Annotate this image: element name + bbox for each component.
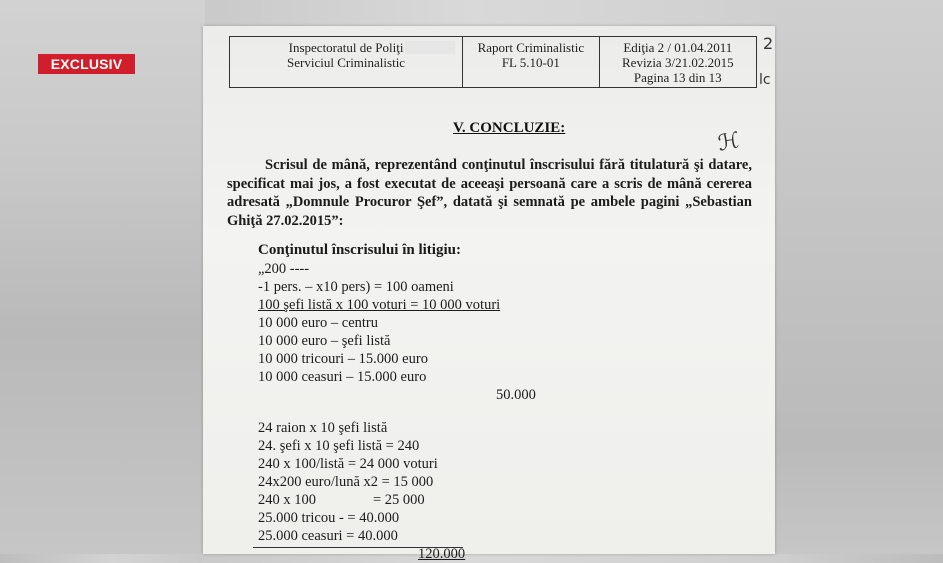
content-line: 240 x 100/listă = 24 000 voturi — [258, 456, 438, 472]
page-number: Pagina 13 din 13 — [633, 70, 722, 85]
report-type: Raport Criminalistic — [477, 40, 585, 55]
content-line: 24x200 euro/lună x2 = 15 000 — [258, 474, 434, 490]
divider-line — [253, 547, 463, 548]
handwritten-initials: ℋ — [715, 128, 742, 157]
content-line: 100 şefi listă x 100 voturi = 10 000 voturi — [258, 297, 501, 313]
content-line: 24 raion x 10 şefi listă — [258, 420, 388, 436]
content-line-left: 240 x 100 — [258, 492, 316, 508]
handwritten-note-1: 2 — [763, 34, 774, 53]
content-line: 10 000 tricouri – 15.000 euro — [258, 351, 428, 367]
conclusion-text: Scrisul de mână, reprezentând conţinutul înscrisului fără titulatură şi datare, specificat mai jos, a fost executat de aceeaşi persoană care a scris de mână cererea adresată „Domnule Procuror Şef”, datată şi semnată pe ambele pagini „Sebastian Ghiţă 27.02.2015”: — [227, 157, 752, 229]
content-line — [258, 278, 678, 296]
header-institution — [230, 37, 463, 87]
institution-name: Inspectoratul de Poliţi — [288, 40, 404, 55]
content-line: 25.000 tricou - = 40.000 — [258, 510, 400, 526]
revision: Revizia 3/21.02.2015 — [622, 55, 734, 70]
document-page — [203, 26, 775, 562]
total: 120.000 — [418, 546, 466, 562]
content-line: 10 000 euro – centru — [258, 315, 378, 331]
background-left — [0, 0, 205, 554]
service-name: Serviciul Criminalistic — [287, 55, 406, 70]
header-report — [463, 37, 599, 87]
exclusive-badge: EXCLUSIV — [38, 54, 135, 74]
content-line: 24. şefi x 10 şefi listă = 240 — [258, 438, 420, 454]
content-line: 25.000 ceasuri = 40.000 — [258, 528, 398, 544]
content-line: 10 000 euro – şefi listă — [258, 333, 391, 349]
redaction — [405, 41, 455, 54]
background-right — [775, 0, 943, 554]
handwritten-note-2: lc — [759, 72, 771, 88]
content-line: „200 ---- — [258, 261, 310, 277]
content-line-text: -1 pers. – x10 pers) = 100 oameni — [258, 279, 454, 295]
conclusion-paragraph — [227, 156, 752, 230]
form-code: FL 5.10-01 — [501, 55, 560, 70]
content-title: Conţinutul înscrisului în litigiu: — [258, 242, 461, 258]
edition: Ediţia 2 / 01.04.2011 — [623, 40, 733, 55]
content-line — [258, 491, 678, 509]
disputed-content — [258, 260, 678, 563]
content-line: 10 000 ceasuri – 15.000 euro — [258, 369, 427, 385]
subtotal-1: 50.000 — [496, 387, 536, 403]
header-edition — [600, 37, 756, 87]
content-line — [258, 386, 678, 404]
section-title: V. CONCLUZIE: — [453, 120, 566, 136]
header-table — [229, 36, 757, 88]
content-line-right: = 25 000 — [373, 492, 425, 508]
